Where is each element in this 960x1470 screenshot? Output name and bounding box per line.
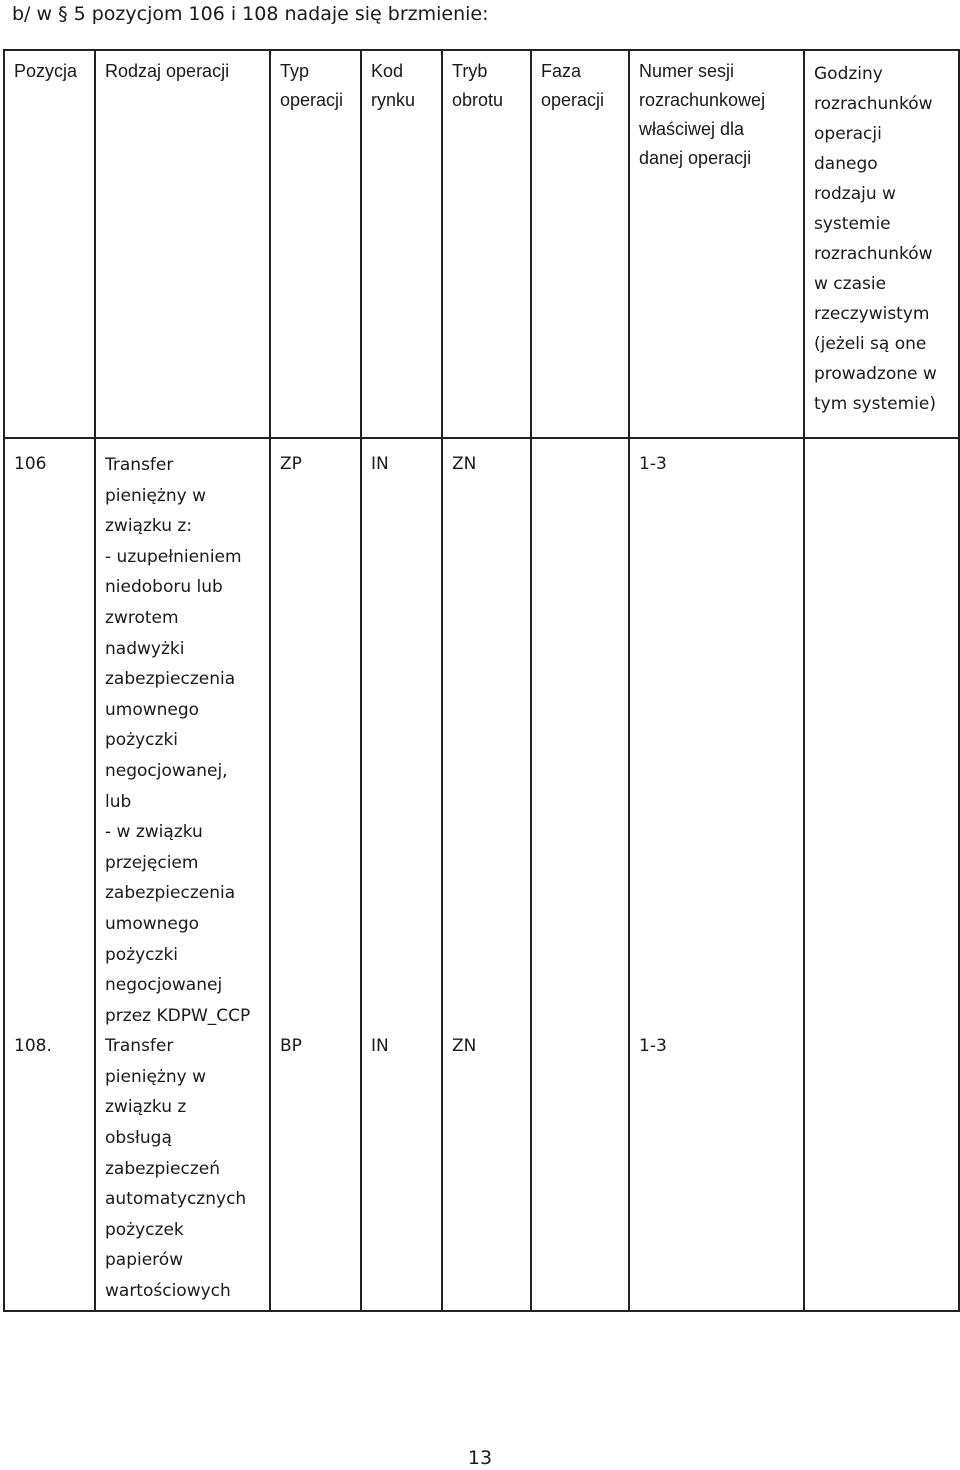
header-settlement-hours: Godziny rozrachunków operacji danego rodzaju w systemie rozrachunków w czasie rzeczywistym (jeżeli są one prowadzone w tym systemie) (804, 50, 959, 438)
row-session: 1-3 (629, 1031, 804, 1310)
row-trading-mode: ZN (442, 1031, 531, 1310)
row-description: Transfer pieniężny w związku z: - uzupełnieniem niedoboru lub zwrotem nadwyżki zabezpieczenia umownego pożyczki negocjowanej, lub - w związku przejęciem zabezpieczenia umownego pożyczki negocjowanej przez KDPW_CCP (95, 438, 270, 1031)
page-number: 13 (467, 1447, 493, 1469)
row-position: 108. (4, 1031, 95, 1310)
row-phase (531, 438, 629, 1031)
intro-text: b/ w § 5 pozycjom 106 i 108 nadaje się brzmienie: (12, 3, 489, 25)
header-operation-phase: Faza operacji (531, 50, 629, 438)
row-session: 1-3 (629, 438, 804, 1031)
header-operation-type: Typ operacji (270, 50, 361, 438)
row-trading-mode: ZN (442, 438, 531, 1031)
row-position: 106 (4, 438, 95, 1031)
row-phase (531, 1031, 629, 1310)
header-market-code: Kod rynku (361, 50, 442, 438)
operations-table (3, 49, 960, 1312)
row-market-code: IN (361, 438, 442, 1031)
row-type: ZP (270, 438, 361, 1031)
header-trading-mode: Tryb obrotu (442, 50, 531, 438)
header-operation-kind: Rodzaj operacji (95, 50, 270, 438)
row-description: Transfer pieniężny w związku z obsługą zabezpieczeń automatycznych pożyczek papierów wartościowych (95, 1031, 270, 1310)
table-row (4, 438, 959, 1031)
row-type: BP (270, 1031, 361, 1310)
row-hours (804, 1031, 959, 1310)
header-row (4, 50, 959, 438)
header-settlement-session: Numer sesji rozrachunkowej właściwej dla danej operacji (629, 50, 804, 438)
header-position: Pozycja (4, 50, 95, 438)
row-market-code: IN (361, 1031, 442, 1310)
table-row (4, 1031, 959, 1310)
row-hours (804, 438, 959, 1031)
